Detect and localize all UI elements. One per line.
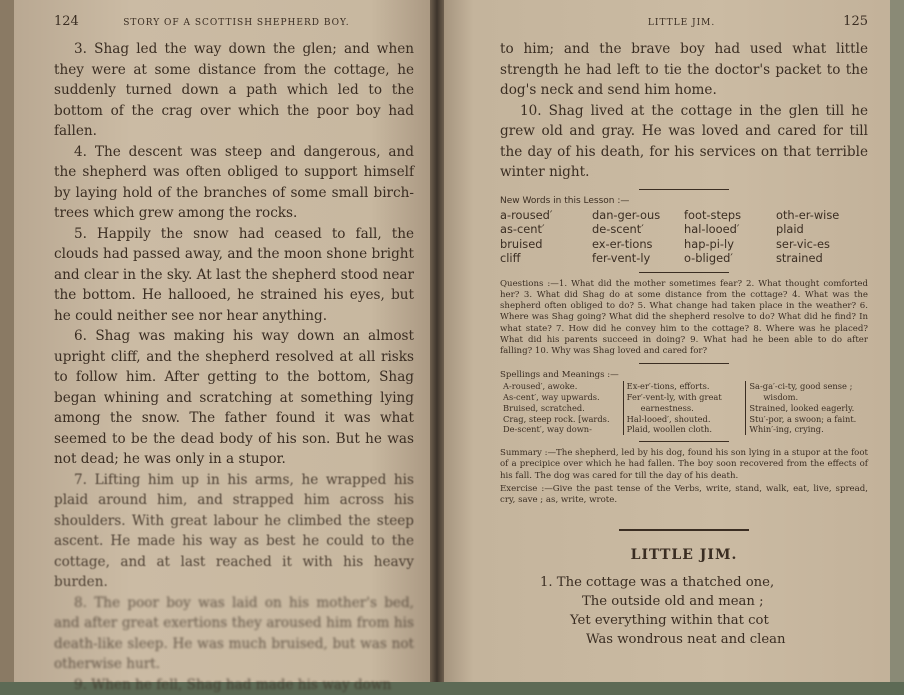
paragraph-6: 6. Shag was making his way down an almost upright cliff, and the shepherd resolved at all risks to follow him. After getting to the bottom, Shag began whining and scratching at something lying among the snow. The father found it was what seemed to be the dead body of his son. But he was not dead; he was only in a stupor. [54, 326, 414, 470]
spelling-entry: earnestness. [627, 403, 743, 414]
new-words-grid [500, 208, 868, 266]
new-word: strained [776, 251, 868, 266]
right-running-head [500, 14, 868, 29]
left-page-number: 124 [54, 14, 79, 29]
spelling-entry: Stu′-por, a swoon; a faint. [749, 414, 865, 425]
new-word: dan-ger-ous [592, 208, 684, 223]
spelling-entry: wisdom. [749, 392, 865, 403]
paragraph-9-continued: to him; and the brave boy had used what little strength he had left to tie the doctor's packet to the dog's neck and send him home. [500, 39, 868, 101]
summary: Summary :—The shepherd, led by his dog, found his son lying in a stupor at the foot of a precipice over which he had fallen. The boy soon recovered from the effects of his fall. The dog was cared for till the day of his death. [500, 448, 868, 482]
section-rule [639, 272, 729, 273]
spelling-entry: Bruised, scratched. [503, 403, 620, 414]
spelling-entry: As-cent′, way upwards. [503, 392, 620, 403]
paragraph-10: 10. Shag lived at the cottage in the glen till he grew old and gray. He was loved and cared for till the day of his death, for his services on that terrible winter night. [500, 101, 868, 183]
spelling-entry: Plaid, woollen cloth. [627, 424, 743, 435]
spellings-column-2 [623, 381, 746, 435]
new-word: bruised [500, 237, 592, 252]
right-chapter-title: LITTLE JIM. [648, 18, 715, 28]
new-word: plaid [776, 222, 868, 237]
new-word: ser-vic-es [776, 237, 868, 252]
paragraph-7: 7. Lifting him up in his arms, he wrapped his plaid around him, and strapped him across his shoulders. With great labour he climbed the steep ascent. He made his way as best he could to the cottage, and at last reached it with his heavy burden. [54, 470, 414, 593]
new-word: oth-er-wise [776, 208, 868, 223]
new-word: a-roused′ [500, 208, 592, 223]
spelling-entry: Sa-ga′-ci-ty, good sense ; [749, 381, 865, 392]
spellings-table [500, 381, 868, 435]
new-word: hal-looed′ [684, 222, 776, 237]
paragraph-8: 8. The poor boy was laid on his mother's bed, and after great exertions they aroused him from his death-like sleep. He was much bruised, but was not otherwise hurt. [54, 593, 414, 675]
questions: Questions :—1. What did the mother sometimes fear? 2. What thought comforted her? 3. What did Shag do at some distance from the cottage? 4. What was the shepherd often obliged to do? 5. What change had taken place in the weather? 6. Where was Shag going? What did the shepherd resolve to do? What did he find? In what state? 7. How did he convey him to the cottage? 8. Where was he placed? What did his parents succeed in doing? 9. What had he been able to do after falling? 10. Why was Shag loved and cared for? [500, 279, 868, 357]
new-word: as-cent′ [500, 222, 592, 237]
new-word: hap-pi-ly [684, 237, 776, 252]
new-word: de-scent′ [592, 222, 684, 237]
new-words-title: New Words in this Lesson :— [500, 196, 868, 206]
poem [500, 573, 868, 649]
ornament-divider [500, 524, 868, 533]
spellings-title: Spellings and Meanings :— [500, 370, 868, 380]
new-word: ex-er-tions [592, 237, 684, 252]
left-edge-shadow [0, 0, 14, 682]
paragraph-3: 3. Shag led the way down the glen; and when they were at some distance from the cottage, he suddenly turned down a path which led to the bottom of the crag over which the poor boy had fallen. [54, 39, 414, 142]
spelling-entry: Fer′-vent-ly, with great [627, 392, 743, 403]
spelling-entry: Ex-er′-tions, efforts. [627, 381, 743, 392]
new-word: foot-steps [684, 208, 776, 223]
poem-line: Was wondrous neat and clean [500, 630, 868, 649]
spellings-column-3 [745, 381, 868, 435]
poem-line: The outside old and mean ; [500, 592, 868, 611]
spelling-entry: Crag, steep rock. [wards. [503, 414, 620, 425]
spelling-entry: A-roused′, awoke. [503, 381, 620, 392]
book-gutter [430, 0, 444, 682]
spellings-column-1 [500, 381, 623, 435]
left-running-head [54, 14, 414, 29]
right-edge-background [890, 0, 904, 682]
right-page [436, 0, 904, 682]
spelling-entry: De-scent′, way down- [503, 424, 620, 435]
exercise: Exercise :—Give the past tense of the Verbs, write, stand, walk, eat, live, spread, cry, save ; as, write, wrote. [500, 484, 868, 506]
poem-line: Yet everything within that cot [500, 611, 868, 630]
right-page-number: 125 [843, 14, 868, 29]
section-rule [639, 363, 729, 364]
section-rule [639, 441, 729, 442]
section-rule [639, 189, 729, 190]
poem-title: LITTLE JIM. [500, 547, 868, 563]
spelling-entry: Whin′-ing, crying. [749, 424, 865, 435]
left-chapter-title: STORY OF A SCOTTISH SHEPHERD BOY. [123, 18, 349, 28]
new-word: o-bliged′ [684, 251, 776, 266]
new-word: fer-vent-ly [592, 251, 684, 266]
new-word: cliff [500, 251, 592, 266]
paragraph-9-start: 9. When he fell, Shag had made his way down [54, 675, 414, 695]
paragraph-5: 5. Happily the snow had ceased to fall, the clouds had passed away, and the moon shone bright and clear in the sky. At last the shepherd stood near the bottom. He hallooed, he strained his eyes, but he could neither see nor hear anything. [54, 224, 414, 327]
paragraph-4: 4. The descent was steep and dangerous, and the shepherd was often obliged to support himself by laying hold of the branches of some small birch-trees which grew among the rocks. [54, 142, 414, 224]
left-page [0, 0, 436, 682]
poem-line: 1. The cottage was a thatched one, [500, 573, 868, 592]
spelling-entry: Strained, looked eagerly. [749, 403, 865, 414]
spelling-entry: Hal-looed′, shouted. [627, 414, 743, 425]
